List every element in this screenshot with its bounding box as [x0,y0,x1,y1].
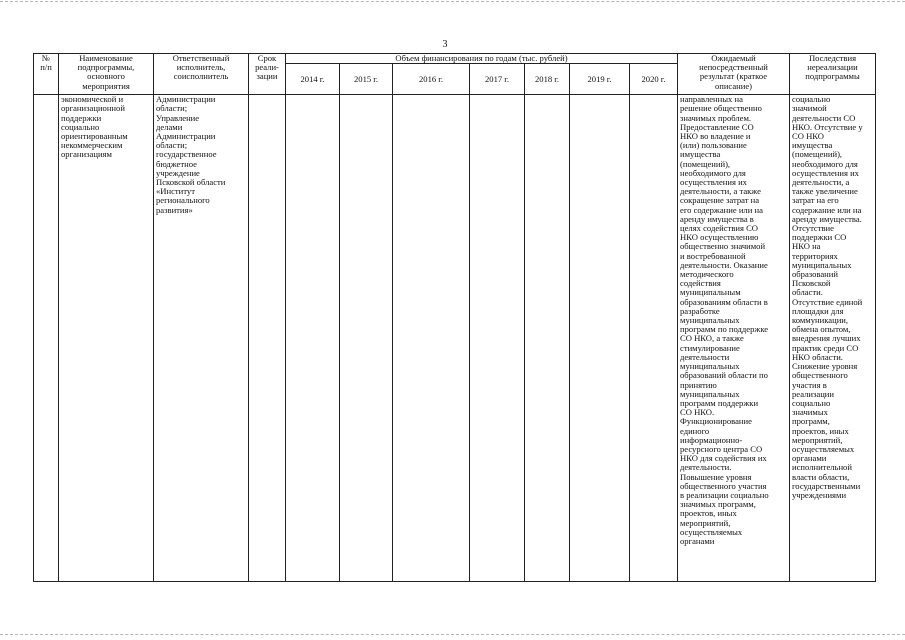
header-row [34,54,876,64]
program-table [33,53,876,582]
cell-year-2018 [525,95,570,582]
cell-year-2015 [340,95,393,582]
cell-name: экономической и организационной поддержки социально ориентированным некоммерческим организациям [59,95,154,582]
cell-term [249,95,286,582]
page-number: 3 [442,39,448,50]
scan-edge-top [0,1,905,2]
cell-year-2014 [286,95,340,582]
header-name: Наименование подпрограммы, основного мероприятия [59,54,154,95]
cell-year-2020 [630,95,678,582]
year-header: 2015 г. [340,64,393,95]
cell-number [34,95,59,582]
table-row [34,95,876,582]
cell-consequences: социально значимой деятельности СО НКО. Отсутствие у СО НКО имущества (помещений), необходимого для осуществления их деятельности, а также увеличение затрат на его содержание или на аренду имущества. Отсутствие поддержки СО НКО на территориях муниципальных образований Псковской области. Отсутствие единой площадки для коммуникации, обмена опытом, внедрения лучших практик среди СО НКО области. Снижение уровня общественного участия в реализации социально значимых программ, проектов, иных мероприятий, осуществляемых органами исполнительной власти области, государственными учреждениями [790,95,876,582]
header-consequences: Последствия нереализации подпрограммы [790,54,876,95]
cell-year-2016 [393,95,470,582]
header-term: Срок реали- зации [249,54,286,95]
year-header: 2018 г. [525,64,570,95]
header-funding: Объем финансирования по годам (тыс. рублей) [286,54,678,64]
year-header: 2019 г. [570,64,630,95]
cell-year-2017 [470,95,525,582]
header-number: № п/п [34,54,59,95]
cell-result: направленных на решение общественно значимых проблем. Предоставление СО НКО во владение и (или) пользование имущества (помещений), необходимого для осуществления их деятельности, а также сокращение затрат на его содержание или на аренду имущества в целях содействия СО НКО осуществлению общественно значимой и востребованной деятельности. Оказание методического содействия муниципальным образованиям области в разработке муниципальных программ по поддержке СО НКО, а также стимулирование деятельности муниципальных образований области по принятию муниципальных программ поддержки СО НКО. Функционирование единого информационно- ресурсного центра СО НКО для содействия их деятельности. Повышение уровня общественного участия в реализации социально значимых программ, проектов, иных мероприятий, осуществляемых органами [678,95,790,582]
year-header: 2017 г. [470,64,525,95]
cell-year-2019 [570,95,630,582]
year-header: 2020 г. [630,64,678,95]
cell-responsible: Администрации области; Управление делами Администрации области; государственное бюджетное учреждение Псковской области «Институт регионального развития» [154,95,249,582]
year-header: 2016 г. [393,64,470,95]
header-result: Ожидаемый непосредственный результат (краткое описание) [678,54,790,95]
header-responsible: Ответственный исполнитель, соисполнитель [154,54,249,95]
year-header: 2014 г. [286,64,340,95]
scan-edge-bottom [0,634,905,635]
